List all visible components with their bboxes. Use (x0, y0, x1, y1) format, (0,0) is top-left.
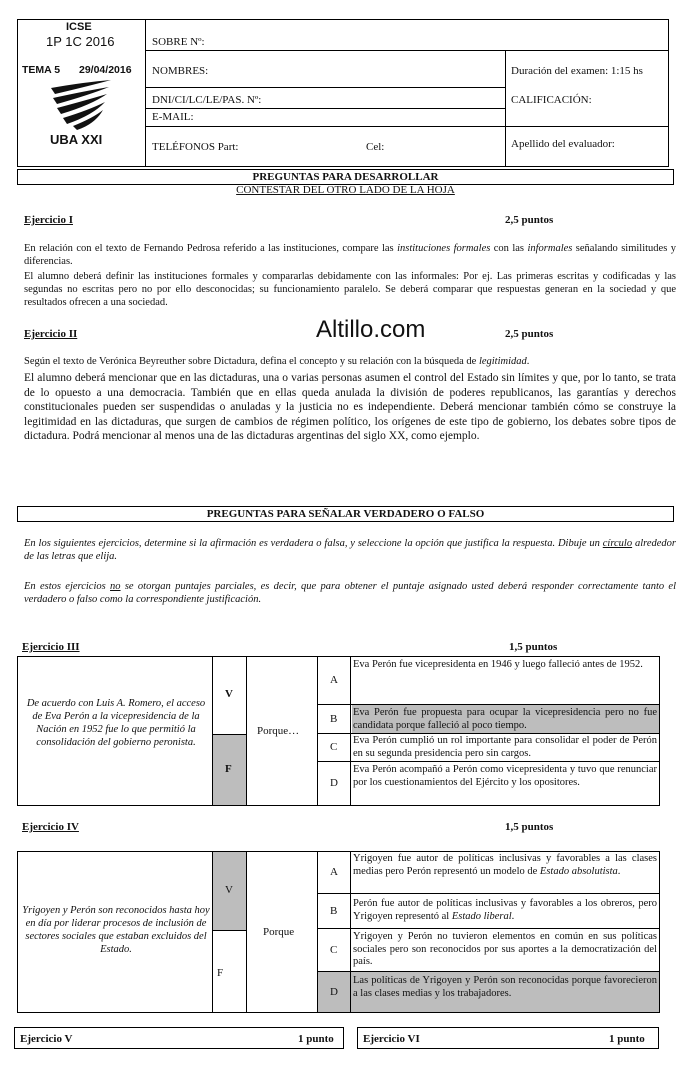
uba-logo-icon (45, 80, 115, 130)
uba-logo-text: UBA XXI (50, 132, 103, 147)
ejercicio-6-title: Ejercicio VI (363, 1033, 420, 1045)
ejercicio-3-f-label: F (225, 763, 232, 775)
option-letter: B (330, 905, 338, 917)
institution-label: ICSE (66, 21, 92, 33)
ejercicio-3-option-d[interactable] (318, 762, 659, 805)
ejercicio-5-box (14, 1027, 344, 1049)
option-text: Eva Perón acompañó a Perón como vicepresidenta y tuvo que renunciar por los cuestionamientos del Ejército y los opositores. (353, 764, 657, 788)
option-letter: B (330, 713, 338, 725)
ejercicio-3-v-cell[interactable] (212, 657, 247, 734)
calificacion-label: CALIFICACIÓN: (511, 94, 592, 106)
ejercicio-3-title: Ejercicio III (22, 641, 80, 653)
header-top-line (17, 19, 506, 20)
section-desarrollar-title: PREGUNTAS PARA DESARROLLAR (17, 169, 674, 185)
exam-date: 29/04/2016 (79, 64, 132, 76)
header-row-line (145, 108, 505, 109)
option-text: Yrigoyen fue autor de políticas inclusivas y favorables a las clases medias pero Perón representó un modelo de Estado absolutista. (353, 853, 657, 877)
apellido-evaluador-label: Apellido del evaluador: (511, 138, 615, 150)
ejercicio-1-title: Ejercicio I (24, 214, 73, 226)
ejercicio-2-question: Según el texto de Verónica Beyreuther sobre Dictadura, defina el concepto y su relación con la búsqueda de legitimidad. (24, 356, 530, 367)
header-row-line (145, 126, 505, 127)
ejercicio-3-v-label: V (225, 688, 233, 700)
ejercicio-3-option-b[interactable] (318, 705, 659, 734)
ejercicio-4-option-b[interactable] (318, 894, 659, 929)
ejercicio-4-v-cell[interactable] (212, 852, 247, 930)
sobre-label: SOBRE Nº: (152, 36, 205, 48)
watermark: Altillo.com (316, 316, 426, 343)
ejercicio-3-table (17, 656, 660, 806)
course-label: 1P 1C 2016 (46, 34, 115, 49)
ejercicio-3-option-a[interactable] (318, 657, 659, 705)
ejercicio-5-title: Ejercicio V (20, 1033, 73, 1045)
ejercicio-1-question: En relación con el texto de Fernando Pedrosa referido a las instituciones, compare las instituciones formales con las informales señalando similitudes y diferencias. (24, 243, 676, 267)
ejercicio-4-statement: Yrigoyen y Perón son reconocidos hasta hoy en día por liderar procesos de inclusión de sectores sociales que estaban excluidos del Estado. (22, 905, 210, 955)
ejercicio-3-points: 1,5 puntos (509, 641, 558, 653)
ejercicio-5-points: 1 punto (298, 1033, 334, 1045)
option-text: Las políticas de Yrigoyen y Perón son reconocidas porque favorecieron a las clases medias y los trabajadores. (353, 975, 657, 999)
option-text: Perón fue autor de políticas inclusivas y favorables a los obreros, pero Yrigoyen representó al Estado liberal. (353, 898, 657, 922)
ejercicio-4-porque-cell (247, 852, 318, 1012)
option-letter: D (330, 777, 338, 789)
ejercicio-4-option-d[interactable] (318, 972, 659, 1012)
ejercicio-2-answer: El alumno deberá mencionar que en las dictaduras, una o varias personas asumen el control del Estado sin límites y que, por lo tanto, se trata de lo opuesto a una democracia. También que en ellas queda anulada la división de poderes republicanos, las garantías y derechos constitucionales pueden ser suspendidas o anuladas y la justicia no es independiente. Deberá mencionar también cómo se construye la legitimidad en las dictaduras, que surgen de cambios de régimen político, los orígenes de este tipo de gobierno, los debates sobre tipos de dictadura. Podrá mencionar al menos una de las dictaduras argentinas del siglo XX, como ejemplo. (24, 372, 676, 443)
ejercicio-1-points: 2,5 puntos (505, 214, 554, 226)
ejercicio-3-porque: Porque… (257, 725, 300, 737)
ejercicio-4-v-label: V (225, 884, 233, 896)
ejercicio-4-title: Ejercicio IV (22, 821, 79, 833)
ejercicio-6-box (357, 1027, 659, 1049)
header-row-line (145, 87, 505, 88)
option-letter: C (330, 741, 338, 753)
ejercicio-4-option-a[interactable] (318, 852, 659, 894)
duracion-label: Duración del examen: 1:15 hs (511, 65, 643, 77)
vf-instructions-1: En los siguientes ejercicios, determine si la afirmación es verdadera o falsa, y seleccione la opción que justifica la respuesta. Dibuje un círculo alrededor de las letras que elija. (24, 538, 676, 562)
ejercicio-2-title: Ejercicio II (24, 328, 78, 340)
ejercicio-2-points: 2,5 puntos (505, 328, 554, 340)
ejercicio-3-statement: De acuerdo con Luis A. Romero, el acceso de Eva Perón a la vicepresidencia de la Nación en 1952 fue lo que permitió la consolidación del gobierno peronista. (26, 698, 206, 748)
ejercicio-3-option-c[interactable] (318, 734, 659, 762)
ejercicio-4-f-cell[interactable] (212, 930, 247, 1012)
nombres-label: NOMBRES: (152, 65, 209, 77)
header-divider-right (505, 50, 506, 166)
dni-label: DNI/CI/LC/LE/PAS. Nº: (152, 94, 262, 106)
option-letter: A (330, 674, 338, 686)
vf-instructions-2: En estos ejercicios no se otorgan puntajes parciales, es decir, que para obtener el puntaje asignado usted deberá responder correctamente tanto el verdadero o falso como la correspondiente justificación. (24, 581, 677, 605)
option-letter: D (330, 986, 338, 998)
option-text: Yrigoyen y Perón no tuvieron elementos en común en sus políticas sociales pero son reconocidos por sus aportes a la democratización del país. (353, 931, 657, 968)
ejercicio-6-points: 1 punto (609, 1033, 645, 1045)
telefonos-label: TELÉFONOS Part: (152, 141, 239, 153)
ejercicio-4-option-c[interactable] (318, 929, 659, 972)
ejercicio-4-points: 1,5 puntos (505, 821, 554, 833)
header-row-line (145, 50, 668, 51)
ejercicio-3-porque-cell (247, 657, 318, 805)
option-text: Eva Perón fue vicepresidenta en 1946 y luego falleció antes de 1952. (353, 659, 643, 670)
header-row-line (505, 126, 668, 127)
option-letter: C (330, 944, 338, 956)
ejercicio-4-f-label: F (217, 967, 224, 979)
ejercicio-3-f-cell[interactable] (212, 734, 247, 805)
ejercicio-4-table (17, 851, 660, 1013)
option-letter: A (330, 866, 338, 878)
tema-label: TEMA 5 (22, 64, 61, 76)
email-label: E-MAIL: (152, 111, 194, 123)
header-divider-left (145, 19, 146, 166)
ejercicio-4-porque: Porque (263, 926, 295, 938)
ejercicio-1-answer: El alumno deberá definir las instituciones formales y compararlas debidamente con las informales: Por ej. Las primeras escritas y codificadas y las segundas no escritas pero no por ello desconocidas; su funcionamiento paralelo. Se deberá comparar que respuestas generan en la sociedad y que resultados ofrecen a una sociedad. (24, 271, 676, 308)
option-text: Eva Perón fue propuesta para ocupar la vicepresidencia pero no fue candidata porque falleció al poco tiempo. (353, 707, 657, 731)
cel-label: Cel: (366, 141, 385, 153)
option-text: Eva Perón cumplió un rol importante para consolidar el poder de Perón en su segunda presidencia pero sin cargos. (353, 735, 657, 759)
section-vf-title: PREGUNTAS PARA SEÑALAR VERDADERO O FALSO (17, 506, 674, 522)
section-desarrollar-subtitle: CONTESTAR DEL OTRO LADO DE LA HOJA (236, 184, 455, 196)
